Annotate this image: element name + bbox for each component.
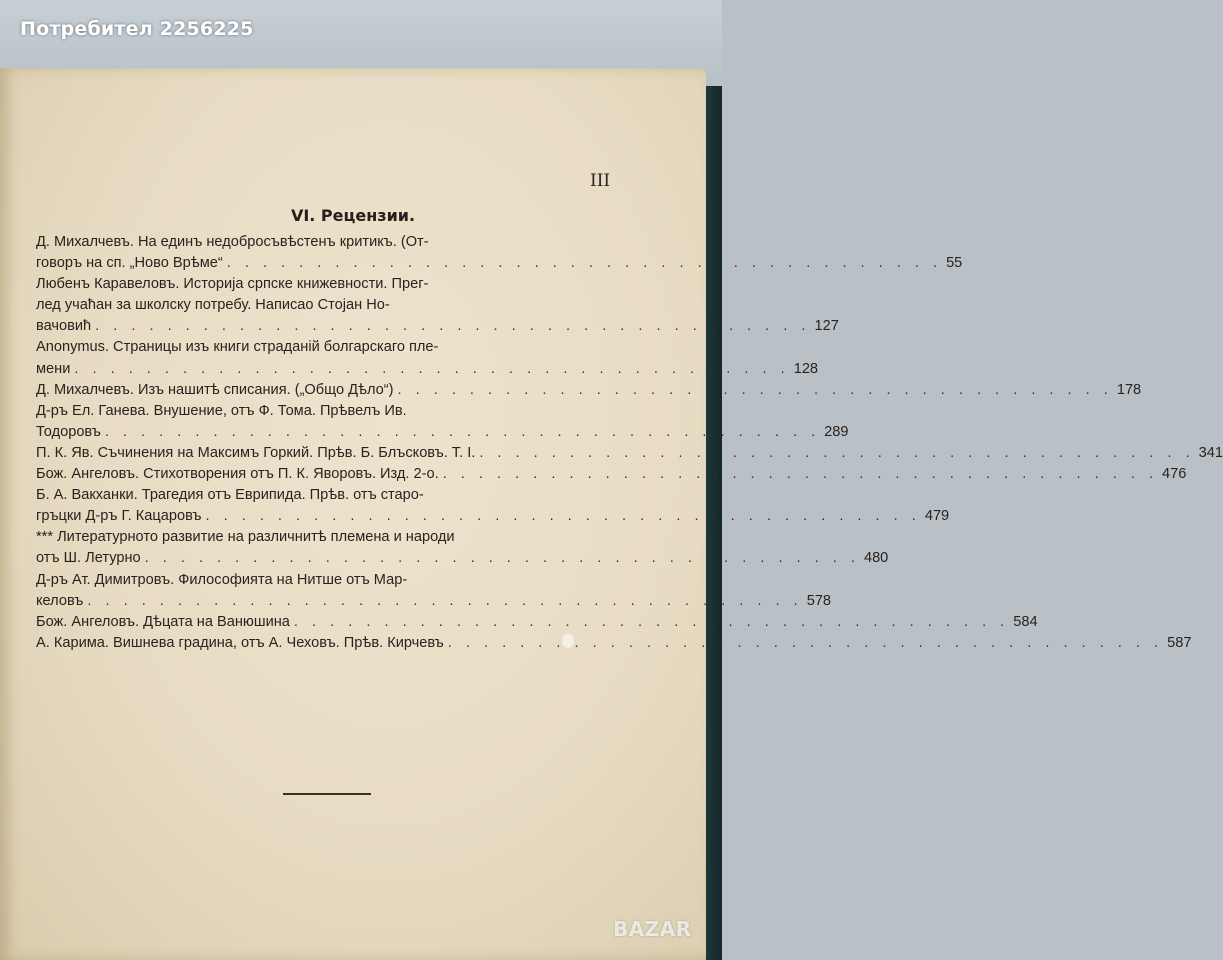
toc-line bbox=[36, 274, 608, 295]
toc-line bbox=[36, 485, 608, 506]
toc-line bbox=[36, 232, 608, 253]
toc-entry-text: отъ Ш. Летурно bbox=[36, 550, 141, 567]
toc-page-number: 127 bbox=[814, 318, 839, 335]
toc-page-number: 55 bbox=[946, 255, 963, 272]
toc-line bbox=[36, 527, 608, 548]
toc-entry-text: Любенъ Каравеловъ. Историја српске книжевности. Прег- bbox=[36, 276, 429, 293]
dot-leader: . . . . . . . . . . . . . . . . . . . . . . . . . . . . . . . . . . . . . . . . bbox=[442, 466, 1159, 483]
toc-entry-text: Д-ръ Ат. Димитровъ. Философията на Нитше отъ Мар- bbox=[36, 571, 408, 588]
toc-entry-text: келовъ bbox=[36, 592, 84, 609]
toc-page-number: 479 bbox=[924, 508, 950, 525]
toc-line bbox=[36, 380, 1142, 401]
toc-entry bbox=[36, 443, 1223, 464]
toc-line bbox=[36, 591, 832, 612]
toc-entry-text: говоръ на сп. „Ново Врѣме“ bbox=[36, 255, 223, 272]
toc-line bbox=[36, 612, 1038, 633]
toc-entry bbox=[36, 464, 1187, 485]
toc-line bbox=[36, 359, 819, 380]
toc-entry bbox=[36, 612, 1038, 633]
toc-entry-text: вачовић bbox=[36, 318, 92, 335]
dot-leader: . . . . . . . . . . . . . . . . . . . . . . . . . . . . . . . . . . . . . . . . bbox=[479, 444, 1195, 461]
toc-entry-text: Бож. Ангеловъ. Дѣцата на Ванюшина bbox=[36, 613, 290, 630]
toc-page-number: 128 bbox=[793, 360, 819, 377]
toc-line bbox=[36, 337, 608, 358]
dot-leader: . . . . . . . . . . . . . . . . . . . . . . . . . . . . . . . . . . . . . . . . bbox=[397, 381, 1113, 398]
toc-page-number: 178 bbox=[1116, 381, 1142, 398]
toc-line bbox=[36, 633, 1192, 654]
toc-line bbox=[36, 401, 608, 422]
toc-line bbox=[36, 253, 963, 274]
toc-page-number: 587 bbox=[1167, 634, 1192, 651]
toc-line bbox=[36, 548, 889, 569]
toc-line bbox=[36, 506, 950, 527]
toc-entry bbox=[36, 380, 1142, 401]
toc-line bbox=[36, 443, 1223, 464]
toc-line bbox=[36, 422, 849, 443]
toc-line bbox=[36, 464, 1187, 485]
toc-page-number: 584 bbox=[1013, 613, 1038, 630]
toc-entry bbox=[36, 274, 839, 337]
toc-entry-text: гръцки Д-ръ Г. Кацаровъ bbox=[36, 508, 202, 525]
dot-leader: . . . . . . . . . . . . . . . . . . . . . . . . . . . . . . . . . . . . . . . . bbox=[95, 318, 811, 335]
toc-entry bbox=[36, 527, 889, 569]
toc-entry bbox=[36, 570, 832, 612]
toc-entry-text: Б. А. Вакханки. Трагедия отъ Еврипида. Прѣв. отъ старо- bbox=[36, 487, 424, 504]
table-of-contents bbox=[36, 232, 1223, 654]
toc-entry bbox=[36, 633, 1192, 654]
dot-leader: . . . . . . . . . . . . . . . . . . . . . . . . . . . . . . . . . . . . . . . . bbox=[74, 360, 790, 377]
toc-entry-text: Тодоровъ bbox=[36, 423, 101, 440]
toc-entry bbox=[36, 337, 819, 379]
toc-entry bbox=[36, 232, 963, 274]
toc-entry bbox=[36, 485, 950, 527]
toc-entry-text: А. Карима. Вишнева градина, отъ А. Чеховъ. Прѣв. Кирчевъ bbox=[36, 634, 444, 651]
dot-leader: . . . . . . . . . . . . . . . . . . . . . . . . . . . . . . . . . . . . . . . . bbox=[226, 255, 943, 272]
toc-page-number: 476 bbox=[1162, 466, 1187, 483]
toc-entry-text: лед учаћан за школску потребу. Написао Стојан Но- bbox=[36, 297, 390, 314]
dot-leader: . . . . . . . . . . . . . . . . . . . . . . . . . . . . . . . . . . . . . . . . bbox=[293, 613, 1010, 630]
toc-entry bbox=[36, 401, 849, 443]
dot-leader: . . . . . . . . . . . . . . . . . . . . . . . . . . . . . . . . . . . . . . . . bbox=[447, 634, 1164, 651]
toc-entry-text: Д-ръ Ел. Ганева. Внушение, отъ Ф. Тома. Прѣвелъ Ив. bbox=[36, 402, 407, 419]
toc-entry-text: Anonymus. Страницы изъ книги страданій болгарскаго пле- bbox=[36, 339, 439, 356]
dot-leader: . . . . . . . . . . . . . . . . . . . . . . . . . . . . . . . . . . . . . . . . bbox=[144, 550, 860, 567]
toc-line bbox=[36, 295, 608, 316]
toc-page-number: 289 bbox=[824, 423, 849, 440]
toc-line bbox=[36, 570, 608, 591]
toc-page-number: 341 bbox=[1198, 444, 1223, 461]
dot-leader: . . . . . . . . . . . . . . . . . . . . . . . . . . . . . . . . . . . . . . . . bbox=[205, 508, 921, 525]
toc-entry-text: Бож. Ангеловъ. Стихотворения отъ П. К. Яворовъ. Изд. 2-о. bbox=[36, 466, 439, 483]
section-title: VI. Рецензии. bbox=[290, 206, 416, 225]
toc-entry-text: Д. Михалчевъ. На единъ недобросъвѣстенъ критикъ. (От- bbox=[36, 234, 429, 250]
toc-page-number: 480 bbox=[863, 550, 889, 567]
page-number: III bbox=[590, 171, 611, 191]
toc-entry-text: *** Литературното развитие на различнитѣ племена и народи bbox=[36, 529, 455, 546]
decorative-rule bbox=[283, 793, 371, 795]
toc-page-number: 578 bbox=[806, 592, 832, 609]
dot-leader: . . . . . . . . . . . . . . . . . . . . . . . . . . . . . . . . . . . . . . . . bbox=[104, 423, 821, 440]
toc-entry-text: Д. Михалчевъ. Изъ нашитѣ списания. („Общо Дѣло“) bbox=[36, 381, 394, 398]
toc-entry-text: мени bbox=[36, 360, 71, 377]
user-label: Потребител 2256225 bbox=[20, 18, 254, 40]
toc-entry-text: П. К. Яв. Съчинения на Максимъ Горкий. Прѣв. Б. Блъсковъ. Т. I. bbox=[36, 444, 476, 461]
watermark-logo: BAZAR bbox=[613, 917, 692, 941]
dot-leader: . . . . . . . . . . . . . . . . . . . . . . . . . . . . . . . . . . . . . . . . bbox=[87, 592, 803, 609]
toc-line bbox=[36, 316, 839, 337]
